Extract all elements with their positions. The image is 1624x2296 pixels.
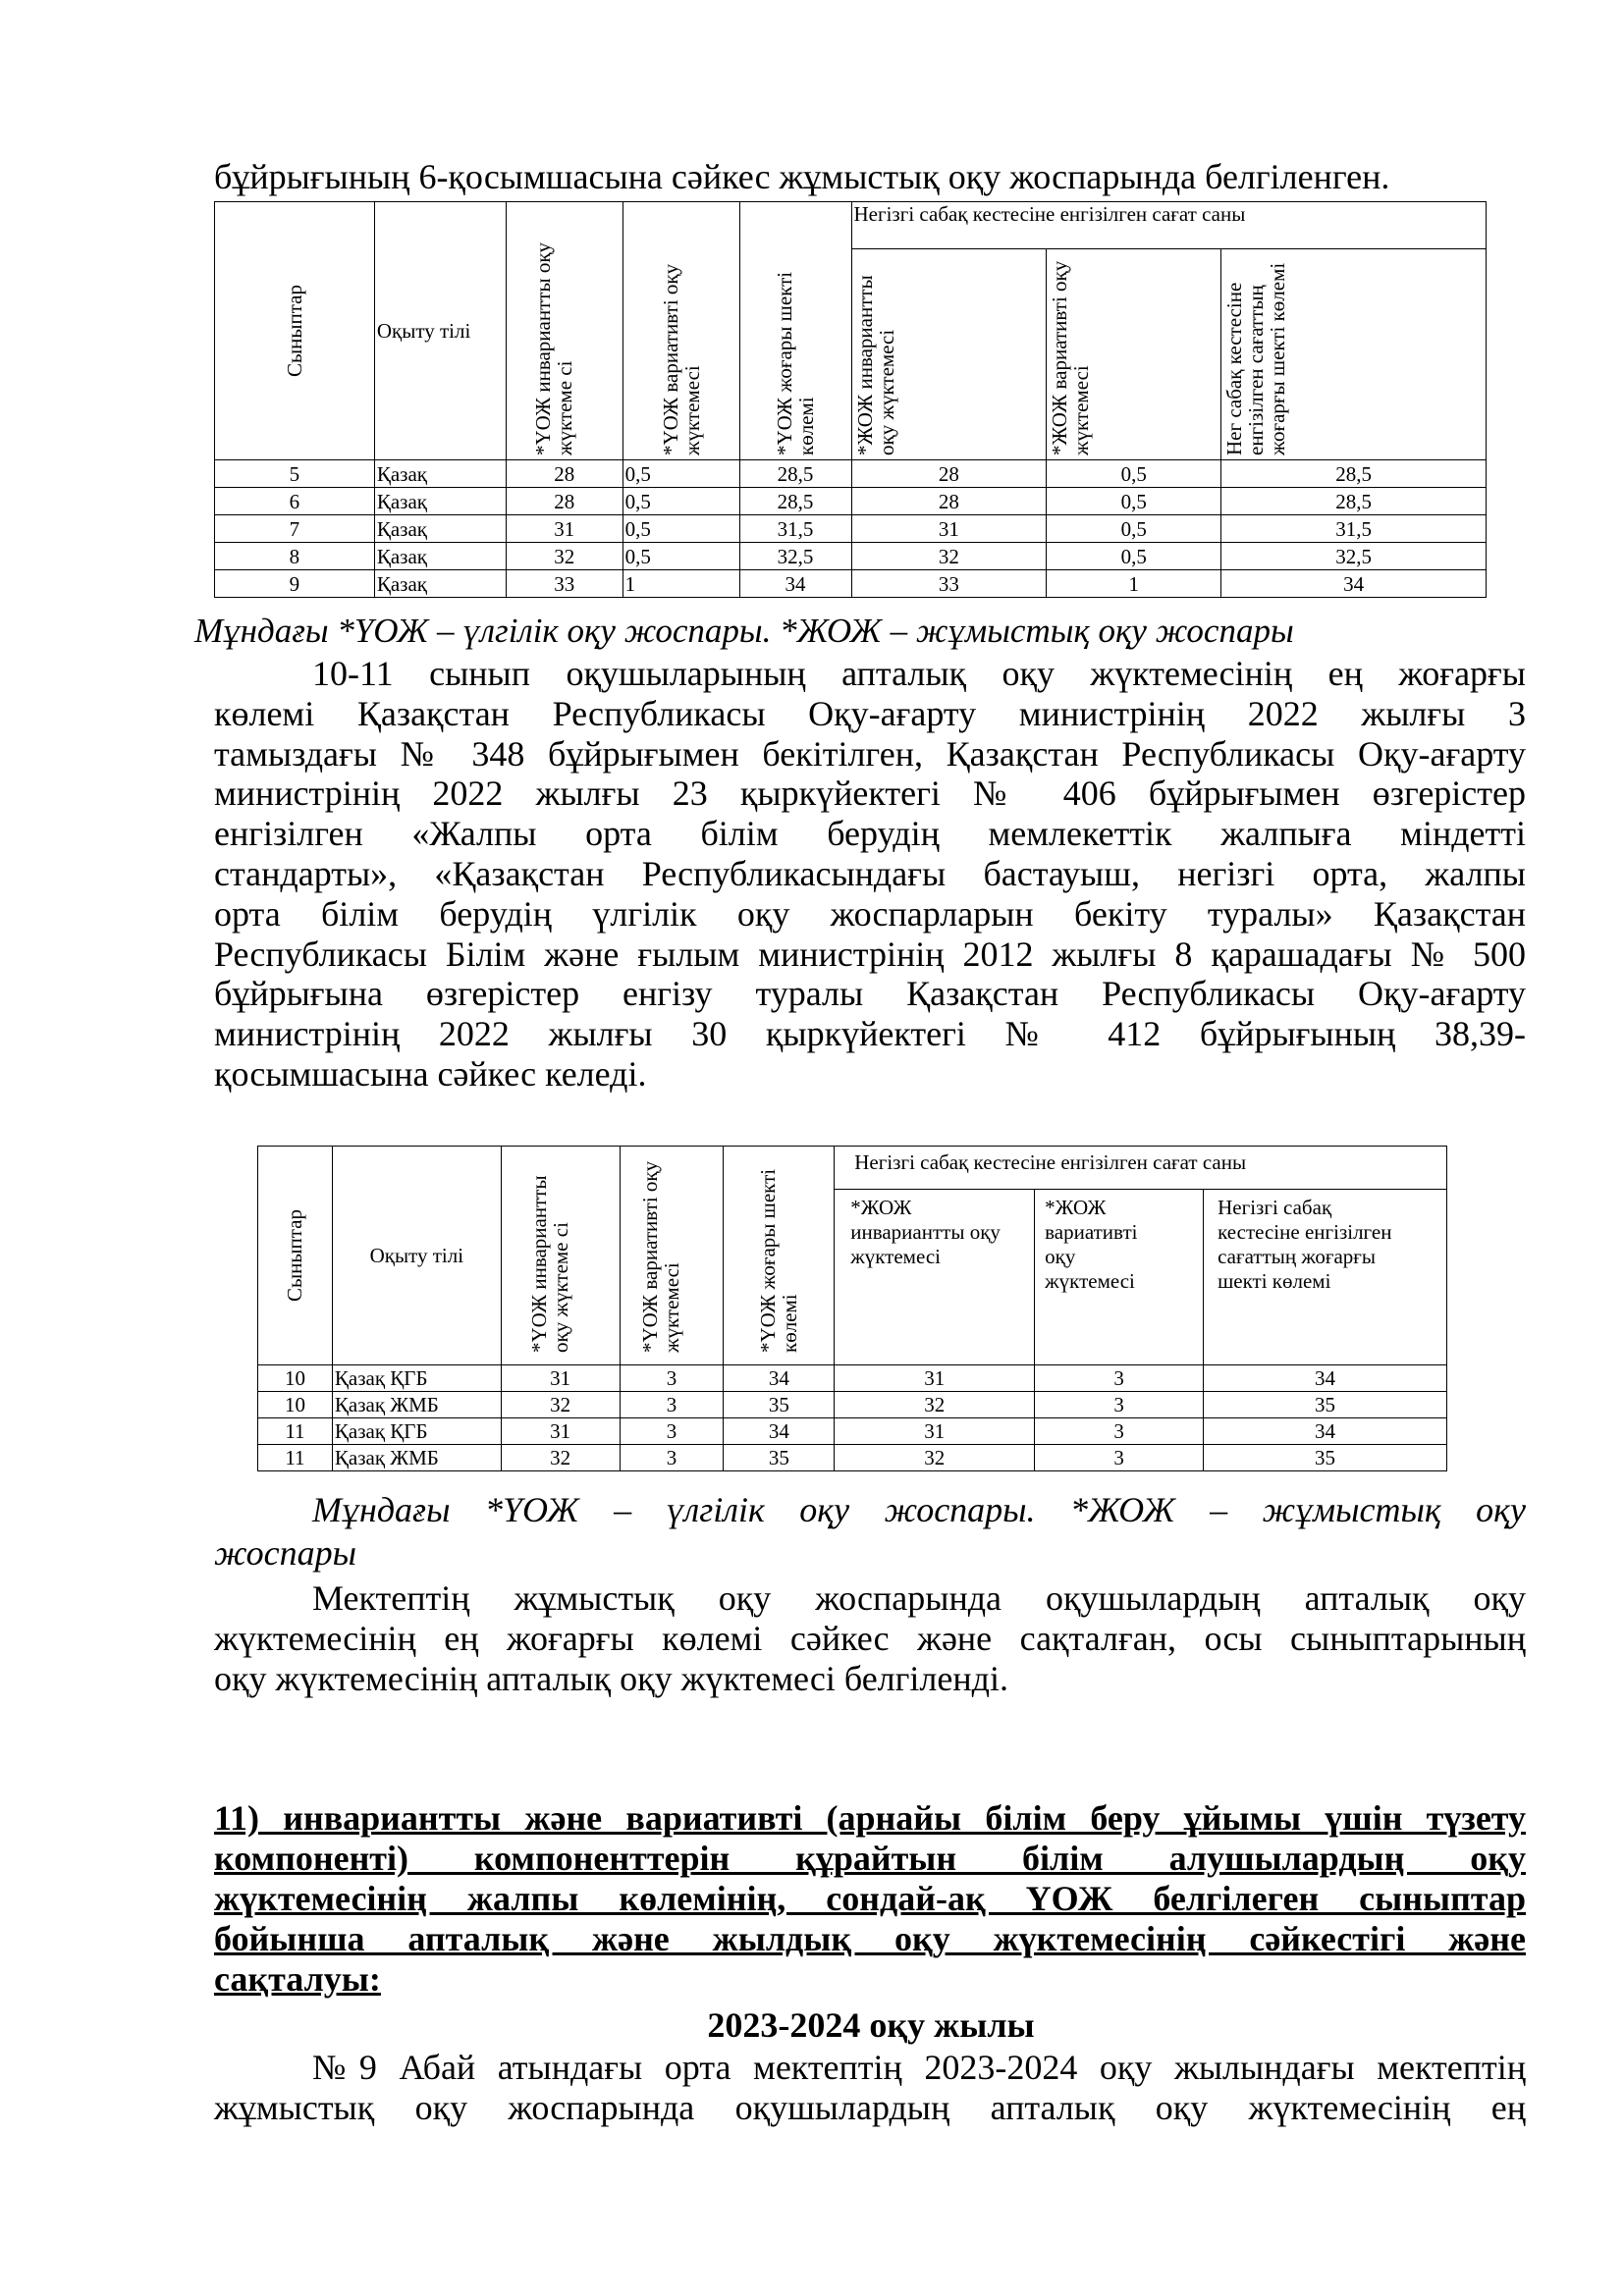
table-cell: 31,5 [1221, 515, 1487, 543]
note-abbreviations-2-continued: жоспары [214, 1533, 356, 1573]
header-main-schedule-group-text: Негізгі сабақ кестесіне енгізілген сағат саны [853, 202, 1246, 226]
para1-line: тамыздағы № 348 бұйрығымен бекітілген, Қазақстан Республикасы Оқу-ағарту [214, 733, 1526, 774]
header-uozh-max-text: *ҮОЖ жоғары шекті көлемі [773, 271, 819, 455]
header-zhozh-invariant-text: *ЖОЖ инвариантты оқу жүктемесі [852, 275, 898, 455]
para3-line: №9 Абай атындағы орта мектептің 2023-2024 оқу жылындағы мектептің [312, 2048, 1526, 2087]
para2-line: оқу жүктемесінің апталық оқу жүктемесі белгіленді. [214, 1658, 1008, 1698]
table-cell: 32 [501, 1445, 620, 1471]
para1-line: стандарты», «Қазақстан Республикасындағы бастауыш, негізгі орта, жалпы [214, 853, 1526, 893]
table-cell: 34 [1204, 1418, 1447, 1445]
table-row [215, 543, 1487, 570]
header-zhozh-variative-text: *ЖОЖ вариативті оқу жүктемесі [1048, 260, 1094, 455]
header-main-max-text: Нег сабақ кестесіне енгізілген сағаттың жоғарғы шекті көлемі [1222, 262, 1290, 455]
table-cell: 28 [851, 460, 1047, 488]
para2-line: жүктемесінің ең жоғарғы көлемі сәйкес және сақталған, осы сыныптарының [214, 1618, 1526, 1658]
table-cell: 3 [620, 1365, 724, 1392]
table-cell: 34 [1221, 570, 1487, 598]
para1-line: министрінің 2022 жылғы 23 қыркүйектегі № 406 бұйрығымен өзгерістер [214, 774, 1526, 814]
heading-line: бойынша апталық және жылдық оқу жүктемесінің сәйкестігі және [214, 1919, 1526, 1958]
table-cell: 9 [215, 570, 375, 598]
header-main-max [1204, 1190, 1447, 1365]
table-cell: 28,5 [1221, 460, 1487, 488]
table-cell: 10 [258, 1392, 333, 1418]
heading-line: 11) инвариантты және вариативті (арнайы білім беру ұйымы үшін түзету [214, 1798, 1526, 1838]
table-cell: 32,5 [739, 543, 851, 570]
header-uozh-invariant-text: *ҮОЖ инвариантты оқу жүктеме сі [530, 241, 576, 455]
header-classes-text: Сыныптар [282, 285, 306, 377]
table-cell: 31 [506, 515, 623, 543]
para1-line: қосымшасына сәйкес келеді. [214, 1053, 647, 1094]
table-cell: 5 [215, 460, 375, 488]
table-row [258, 1445, 1447, 1471]
table-cell: 3 [620, 1445, 724, 1471]
table-cell: Қазақ [374, 570, 506, 598]
header-main-schedule-group [835, 1147, 1447, 1190]
header-language [374, 202, 506, 460]
note-abbreviations-2: Мұндағы *ҮОЖ – үлгілік оқу жоспары. *ЖОЖ – жұмыстық оқу [312, 1490, 1526, 1529]
header-main-max [1221, 249, 1487, 460]
table-cell: 11 [258, 1418, 333, 1445]
table-cell: Қазақ ҚГБ [332, 1365, 501, 1392]
paragraph-school-plan [214, 2048, 1526, 2128]
para3-line: жұмыстық оқу жоспарында оқушылардың апталық оқу жүктемесінің ең [214, 2087, 1526, 2127]
table-cell: Қазақ [374, 460, 506, 488]
header-language [332, 1147, 501, 1365]
header-zhozh-invariant [835, 1190, 1035, 1365]
header-zhozh-variative-text: *ЖОЖ вариативті оқу жүктемесі [1045, 1196, 1138, 1294]
section-heading-11 [214, 1798, 1526, 2000]
table-cell: 28,5 [739, 488, 851, 515]
header-main-max-text: Негізгі сабақ кестесіне енгізілген сағаттың жоғарғы шекті көлемі [1218, 1196, 1392, 1294]
table-cell: 32 [506, 543, 623, 570]
table-row [215, 488, 1487, 515]
table-cell: 3 [1035, 1392, 1204, 1418]
table-grades-5-9 [214, 201, 1487, 598]
table-cell: 32 [851, 543, 1047, 570]
para1-line: енгізілген «Жалпы орта білім берудің мемлекеттік жалпыға міндетті [214, 814, 1526, 854]
table-cell: 32 [835, 1445, 1035, 1471]
table-cell: 1 [1047, 570, 1221, 598]
table-cell: 7 [215, 515, 375, 543]
table-cell: 31 [501, 1365, 620, 1392]
table-cell: 31,5 [739, 515, 851, 543]
table-cell: 34 [724, 1418, 835, 1445]
header-uozh-invariant-text: *ҮОЖ инвариантты оқу жүктеме сі [526, 1175, 572, 1353]
table-cell: 35 [1204, 1392, 1447, 1418]
para1-line: Республикасы Білім және ғылым министрінің 2012 жылғы 8 қарашадағы № 500 [214, 934, 1526, 974]
header-zhozh-variative [1047, 249, 1221, 460]
intro-line: бұйрығының 6-қосымшасына сәйкес жұмыстық оқу жоспарында белгіленген. [214, 157, 1390, 196]
header-classes-text: Сыныптар [283, 1209, 307, 1302]
header-uozh-variative [623, 202, 739, 460]
table-cell: 33 [506, 570, 623, 598]
table-grades-10-11 [257, 1146, 1447, 1471]
table-cell: 0,5 [623, 515, 739, 543]
table-cell: 0,5 [1047, 543, 1221, 570]
table-cell: Қазақ [374, 488, 506, 515]
para1-line: көлемі Қазақстан Республикасы Оқу-ағарту министрінің 2022 жылғы 3 [214, 693, 1526, 733]
header-uozh-max [724, 1147, 835, 1365]
table-cell: 3 [1035, 1365, 1204, 1392]
table-cell: 0,5 [623, 543, 739, 570]
table-cell: 3 [1035, 1445, 1204, 1471]
para1-line: 10-11 сынып оқушыларының апталық оқу жүктемесінің ең жоғарғы [312, 654, 1526, 693]
table-cell: 0,5 [1047, 515, 1221, 543]
table-cell: Қазақ [374, 515, 506, 543]
table-cell: 32,5 [1221, 543, 1487, 570]
para1-line: министрінің 2022 жылғы 30 қыркүйектегі № 412 бұйрығының 38,39- [214, 1014, 1526, 1054]
heading-line: компоненті) компоненттерін құрайтын білім алушылардың оқу [214, 1839, 1526, 1878]
table-cell: 28,5 [1221, 488, 1487, 515]
table-cell: 6 [215, 488, 375, 515]
header-classes [215, 202, 375, 460]
table-cell: Қазақ ЖМБ [332, 1392, 501, 1418]
year-title: 2023-2024 оқу жылы [707, 2005, 1035, 2045]
header-language-text: Оқыту тілі [369, 1243, 464, 1267]
header-uozh-variative [620, 1147, 724, 1365]
table-cell: 3 [620, 1418, 724, 1445]
table-cell: 32 [501, 1392, 620, 1418]
table-cell: 34 [1204, 1365, 1447, 1392]
header-zhozh-invariant [851, 249, 1047, 460]
table-cell: 31 [851, 515, 1047, 543]
para2-line: Мектептің жұмыстық оқу жоспарында оқушылардың апталық оқу [312, 1578, 1526, 1618]
header-zhozh-variative [1035, 1190, 1204, 1365]
table-cell: 8 [215, 543, 375, 570]
table-cell: 0,5 [1047, 488, 1221, 515]
table-cell: 10 [258, 1365, 333, 1392]
table-cell: 31 [835, 1418, 1035, 1445]
table-cell: 28 [506, 488, 623, 515]
header-uozh-invariant [506, 202, 623, 460]
table-row [258, 1418, 1447, 1445]
para1-line: бұйрығына өзгерістер енгізу туралы Қазақстан Республикасы Оқу-ағарту [214, 974, 1526, 1014]
header-main-schedule-group-text: Негізгі сабақ кестесіне енгізілген сағат саны [854, 1150, 1247, 1174]
table-cell: 3 [1035, 1418, 1204, 1445]
header-uozh-invariant [501, 1147, 620, 1365]
table-row [258, 1365, 1447, 1392]
header-classes [258, 1147, 333, 1365]
table-cell: 1 [623, 570, 739, 598]
table-cell: 34 [724, 1365, 835, 1392]
para1-line: орта білім берудің үлгілік оқу жоспарларын бекіту туралы» Қазақстан [214, 893, 1526, 934]
paragraph-grades-10-11 [214, 654, 1526, 1095]
table-cell: 35 [724, 1445, 835, 1471]
header-uozh-variative-text: *ҮОЖ вариативті оқу жүктемесі [637, 1160, 683, 1353]
table-cell: 28,5 [739, 460, 851, 488]
header-language-text: Оқыту тілі [376, 318, 471, 343]
header-uozh-max-text: *ҮОЖ жоғары шекті көлемі [756, 1168, 802, 1353]
table-row [215, 570, 1487, 598]
header-uozh-max [739, 202, 851, 460]
table-cell: 34 [739, 570, 851, 598]
header-zhozh-invariant-text: *ЖОЖ инвариантты оқу жүктемесі [850, 1196, 1001, 1269]
header-uozh-variative-text: *ҮОЖ вариативті оқу жүктемесі [658, 263, 704, 455]
table-row [258, 1392, 1447, 1418]
paragraph-weekly-load [214, 1578, 1526, 1698]
note-abbreviations-1: Мұндағы *ҮОЖ – үлгілік оқу жоспары. *ЖОЖ – жұмыстық оқу жоспары [194, 612, 1294, 650]
table-cell: 35 [724, 1392, 835, 1418]
table-cell: Қазақ [374, 543, 506, 570]
table-cell: 31 [501, 1418, 620, 1445]
table-cell: 0,5 [623, 460, 739, 488]
table-cell: Қазақ ҚГБ [332, 1418, 501, 1445]
table-cell: 0,5 [1047, 460, 1221, 488]
header-main-schedule-group [851, 202, 1487, 249]
table-cell: 31 [835, 1365, 1035, 1392]
heading-line: сақталуы: [214, 1959, 381, 1999]
table-cell: 35 [1204, 1445, 1447, 1471]
table-cell: 28 [851, 488, 1047, 515]
table-cell: Қазақ ЖМБ [332, 1445, 501, 1471]
table-cell: 11 [258, 1445, 333, 1471]
table-row [215, 515, 1487, 543]
table-cell: 28 [506, 460, 623, 488]
table-cell: 33 [851, 570, 1047, 598]
table-row [215, 460, 1487, 488]
heading-line: жүктемесінің жалпы көлемінің, сондай-ақ ҮОЖ белгілеген сыныптар [214, 1879, 1526, 1918]
table-cell: 0,5 [623, 488, 739, 515]
table-cell: 32 [835, 1392, 1035, 1418]
table-cell: 3 [620, 1392, 724, 1418]
